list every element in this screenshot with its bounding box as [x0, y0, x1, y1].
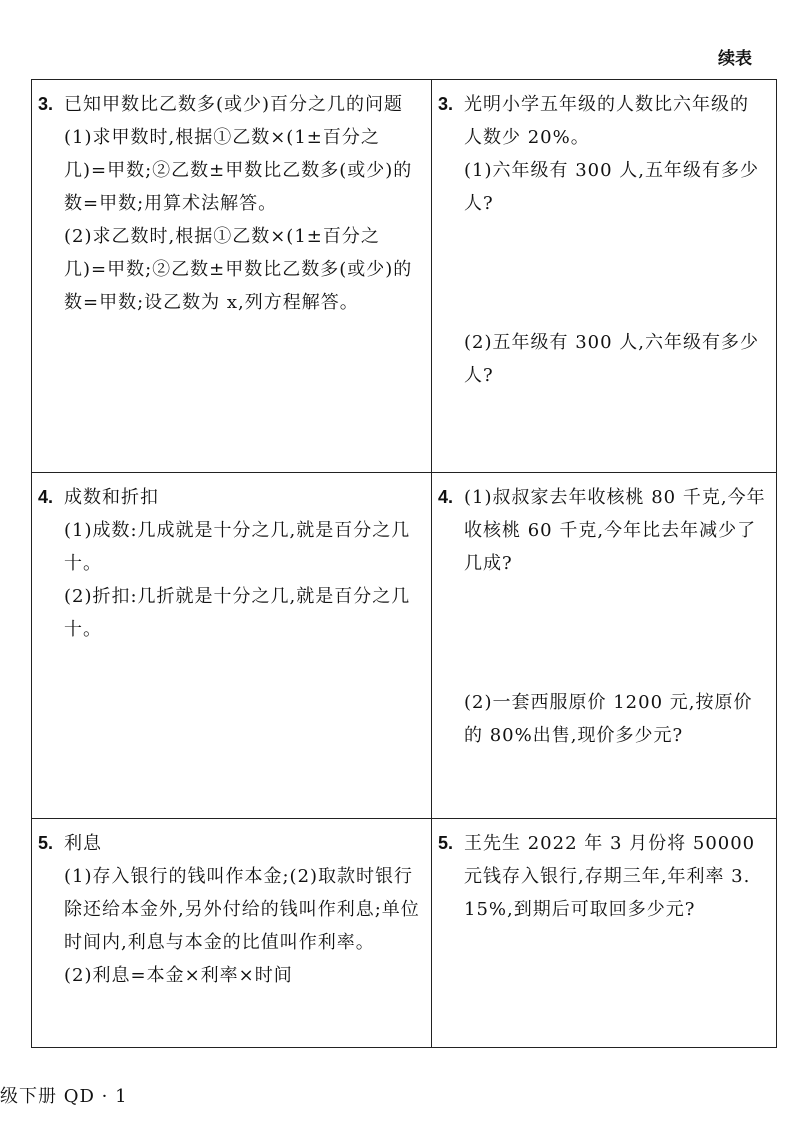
topic-heading [38, 827, 421, 860]
summary-cell [32, 473, 432, 819]
rule-item: (2)求乙数时,根据①乙数×(1±百分之几)=甲数;②乙数±甲数比乙数多(或少)的数=甲数;设乙数为 x,列方程解答。 [64, 226, 413, 313]
topic-number: 4. [38, 487, 54, 507]
topic-heading [38, 88, 421, 121]
exercise-question: 王先生 2022 年 3 月份将 50000 元钱存入银行,存期三年,年利率 3. 15%,到期后可取回多少元? [464, 833, 756, 920]
summary-cell [32, 80, 432, 473]
continued-label: 续表 [718, 49, 752, 69]
rule-item: (1)存入银行的钱叫作本金;(2)取款时银行除还给本金外,另外付给的钱叫作利息;单位时间内,利息与本金的比值叫作利率。 [64, 866, 420, 953]
exercise-heading [438, 88, 766, 154]
exercise-cell [432, 473, 777, 819]
topic-number: 3. [38, 94, 54, 114]
summary-cell [32, 819, 432, 1048]
table-row [32, 473, 777, 819]
exercise-question: 光明小学五年级的人数比六年级的人数少 20%。 [464, 94, 749, 148]
exercise-number: 4. [438, 487, 454, 507]
page-footer: 级下册 QD · 1 [0, 1086, 128, 1107]
exercise-subquestion: (2)一套西服原价 1200 元,按原价的 80%出售,现价多少元? [464, 692, 753, 746]
rule-item: (2)利息=本金×利率×时间 [64, 965, 293, 986]
topic-heading [38, 481, 421, 514]
topic-number: 5. [38, 833, 54, 853]
rule-item: (2)折扣:几折就是十分之几,就是百分之几十。 [64, 586, 411, 640]
topic-title: 成数和折扣 [64, 487, 159, 508]
exercise-subquestion: (1)六年级有 300 人,五年级有多少人? [464, 160, 760, 214]
topic-title: 已知甲数比乙数多(或少)百分之几的问题 [64, 94, 404, 115]
knowledge-table [31, 79, 777, 1048]
exercise-number: 3. [438, 94, 454, 114]
exercise-heading [438, 481, 766, 580]
exercise-cell [432, 819, 777, 1048]
topic-title: 利息 [64, 833, 102, 854]
exercise-subquestion: (2)五年级有 300 人,六年级有多少人? [464, 332, 760, 386]
rule-item: (1)求甲数时,根据①乙数×(1±百分之几)=甲数;②乙数±甲数比乙数多(或少)的数=甲数;用算术法解答。 [64, 127, 413, 214]
table-row [32, 819, 777, 1048]
exercise-number: 5. [438, 833, 454, 853]
exercise-question: (1)叔叔家去年收核桃 80 千克,今年收核桃 60 千克,今年比去年减少了几成? [464, 487, 766, 574]
rule-item: (1)成数:几成就是十分之几,就是百分之几十。 [64, 520, 411, 574]
exercise-cell [432, 80, 777, 473]
exercise-heading [438, 827, 766, 926]
table-row [32, 80, 777, 473]
